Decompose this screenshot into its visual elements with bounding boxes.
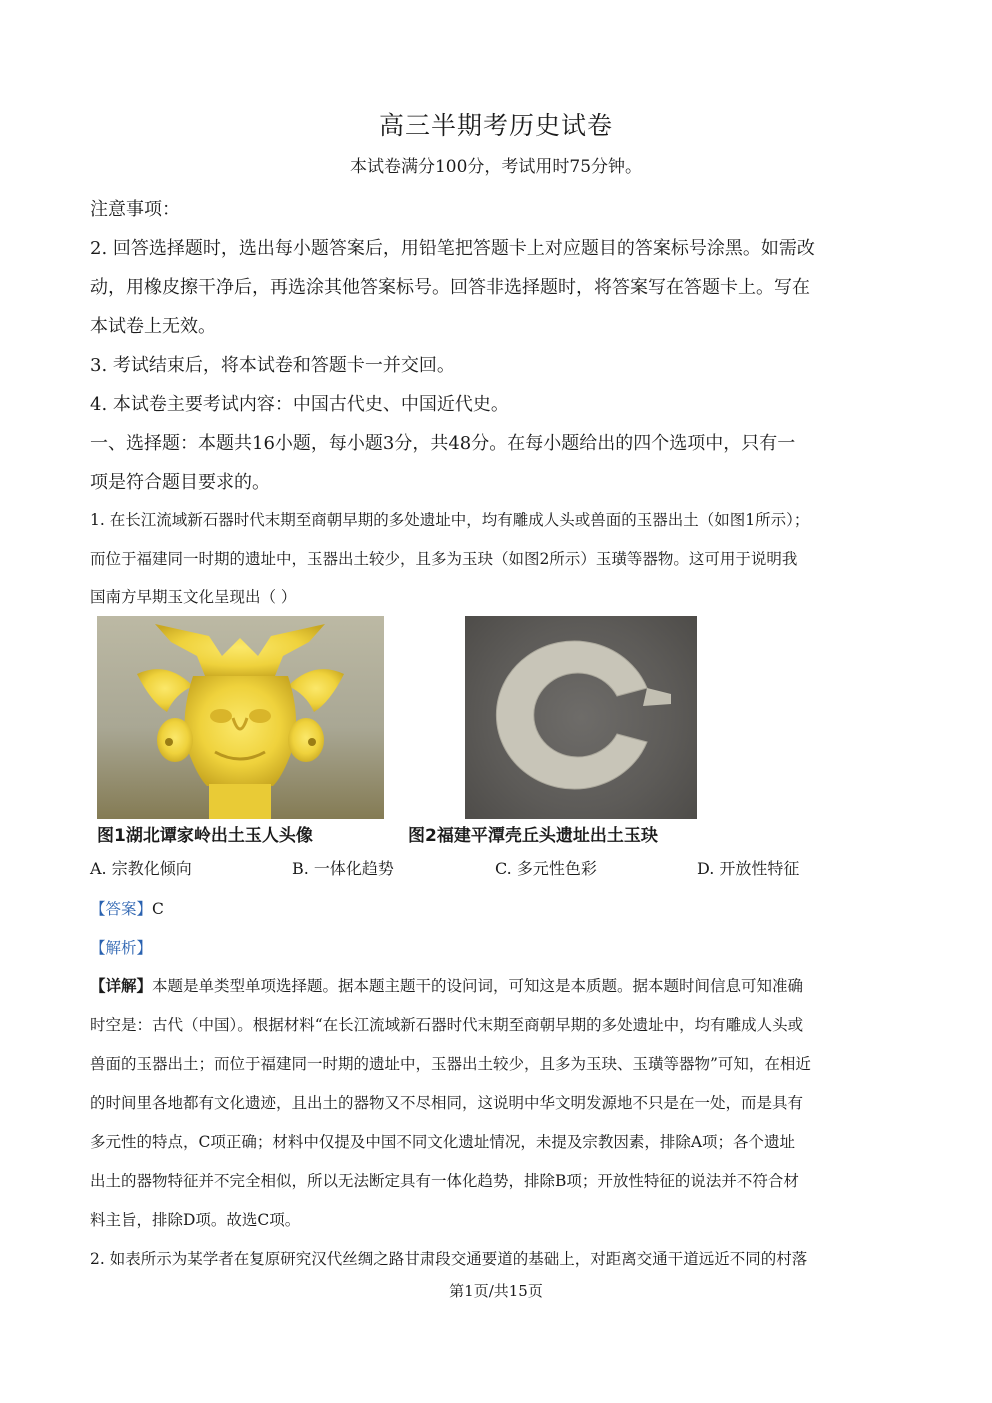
notice-line: 4. 本试卷主要考试内容：中国古代史、中国近代史。 bbox=[90, 394, 509, 415]
detail-label: 【详解】 bbox=[90, 976, 153, 995]
question-1-stem: 1. 在长江流域新石器时代末期至商朝早期的多处遗址中，均有雕成人头或兽面的玉器出土（如图1所示）； bbox=[90, 511, 810, 529]
figure-1-caption: 图1湖北谭家岭出土玉人头像 bbox=[97, 826, 313, 846]
question-2-stem: 2. 如表所示为某学者在复原研究汉代丝绸之路甘肃段交通要道的基础上，对距离交通干道远近不同的村落 bbox=[90, 1250, 808, 1268]
option-a: A. 宗教化倾向 bbox=[90, 859, 192, 878]
notice-line: 3. 考试结束后，将本试卷和答题卡一并交回。 bbox=[90, 355, 455, 376]
question-1-stem: 而位于福建同一时期的遗址中，玉器出土较少，且多为玉玦（如图2所示）玉璜等器物。这可用于说明我 bbox=[90, 550, 798, 568]
figure-2-caption: 图2福建平潭壳丘头遗址出土玉玦 bbox=[408, 826, 658, 846]
answer-label: 【答案】 bbox=[90, 900, 153, 918]
option-d: D. 开放性特征 bbox=[697, 859, 800, 878]
notice-line: 2. 回答选择题时，选出每小题答案后，用铅笔把答题卡上对应题目的答案标号涂黑。如需改 bbox=[90, 238, 815, 259]
answer-value: C bbox=[152, 900, 164, 918]
jade-head-image bbox=[97, 616, 384, 819]
section-heading-line: 一、选择题：本题共16小题，每小题3分，共48分。在每小题给出的四个选项中，只有一 bbox=[90, 433, 796, 454]
detail-line: 兽面的玉器出土；而位于福建同一时期的遗址中，玉器出土较少，且多为玉玦、玉璜等器物”可知，在相近 bbox=[90, 1055, 811, 1073]
detail-line: 出土的器物特征并不完全相似，所以无法断定具有一体化趋势，排除B项；开放性特征的说法并不符合材 bbox=[90, 1172, 799, 1190]
detail-line bbox=[90, 974, 803, 996]
option-b: B. 一体化趋势 bbox=[292, 859, 394, 878]
detail-text: 本题是单类型单项选择题。据本题主题干的设问词，可知这是本质题。据本题时间信息可知准确 bbox=[152, 977, 804, 995]
notice-heading: 注意事项： bbox=[90, 199, 180, 220]
analysis-label: 【解析】 bbox=[90, 939, 153, 957]
jade-ring-image bbox=[465, 616, 697, 819]
detail-line: 时空是：古代（中国）。根据材料“在长江流域新石器时代末期至商朝早期的多处遗址中，均有雕成人头或 bbox=[90, 1016, 804, 1034]
page-subtitle: 本试卷满分100分，考试用时75分钟。 bbox=[349, 157, 643, 177]
question-1-stem: 国南方早期玉文化呈现出（ ） bbox=[90, 588, 297, 606]
detail-line: 的时间里各地都有文化遗迹，且出土的器物又不尽相同，这说明中华文明发源地不只是在一处，而是具有 bbox=[90, 1094, 804, 1112]
detail-line: 料主旨，排除D项。故选C项。 bbox=[90, 1211, 301, 1229]
notice-line: 动，用橡皮擦干净后，再选涂其他答案标号。回答非选择题时，将答案写在答题卡上。写在 bbox=[90, 277, 810, 298]
answer-line bbox=[90, 897, 164, 919]
page-title: 高三半期考历史试卷 bbox=[378, 111, 613, 140]
notice-line: 本试卷上无效。 bbox=[90, 316, 216, 337]
option-c: C. 多元性色彩 bbox=[495, 859, 597, 878]
detail-line: 多元性的特点，C项正确；材料中仅提及中国不同文化遗址情况，未提及宗教因素，排除A项；各个遗址 bbox=[90, 1133, 796, 1151]
page-footer: 第1页/共15页 bbox=[449, 1282, 543, 1300]
section-heading-line: 项是符合题目要求的。 bbox=[90, 472, 270, 493]
